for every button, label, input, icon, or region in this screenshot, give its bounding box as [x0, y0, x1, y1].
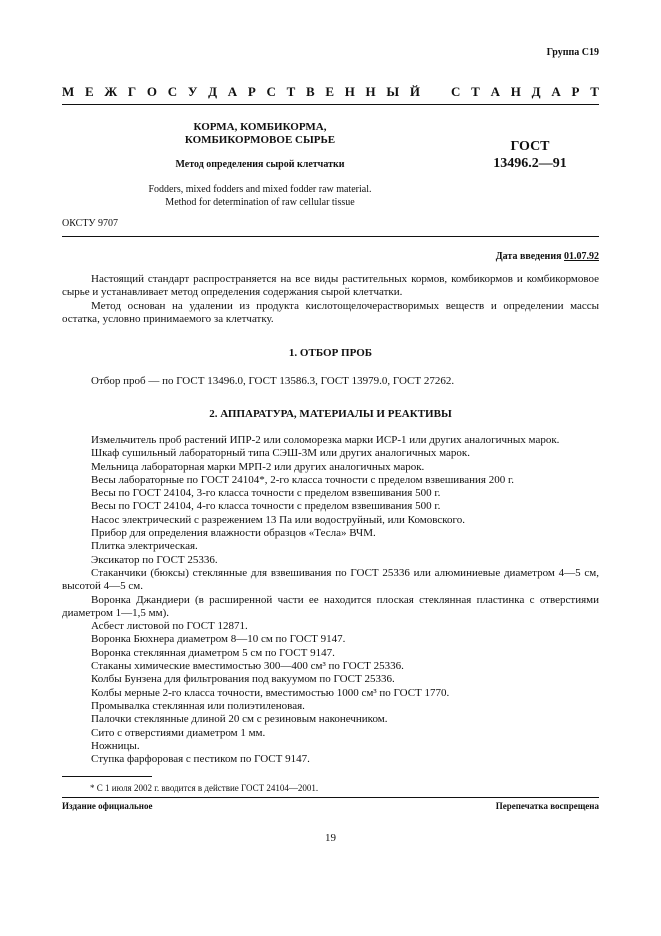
equipment-item: Шкаф сушильный лабораторный типа СЭШ-3М или других аналогичных марок. [91, 447, 470, 460]
equipment-item: Весы по ГОСТ 24104, 4-го класса точности с пределом взвешивания 500 г. [91, 500, 441, 513]
equipment-item: Стаканчики (бюксы) стеклянные для взвешивания по ГОСТ 25336 или алюминиевые диаметром 4—5 см, высотой 4—5 см. [62, 566, 599, 593]
okstu-code: ОКСТУ 9707 [62, 218, 119, 229]
equipment-item: Промывалка стеклянная или полиэтиленовая. [91, 699, 305, 712]
equipment-item: Колбы Бунзена для фильтрования под вакуумом по ГОСТ 25336. [91, 673, 395, 686]
effective-date-label: Дата введения [495, 251, 562, 262]
equipment-item: Насос электрический с разрежением 13 Па или водоструйный, или Комовского. [91, 513, 465, 526]
edition-label: Издание официальное [62, 801, 153, 811]
banner-word-interstate: М Е Ж Г О С У Д А Р С Т В Е Н Н Ы Й [62, 84, 420, 99]
footnote-separator [62, 776, 152, 777]
equipment-item: Весы по ГОСТ 24104, 3-го класса точности с пределом взвешивания 500 г. [91, 487, 441, 500]
equipment-item: Сито с отверстиями диаметром 1 мм. [91, 726, 266, 739]
equipment-item: Воронка Джандиери (в расширенной части ее находится плоская стеклянная пластинка с отверстиями диаметром 1—1,5 мм). [62, 593, 599, 619]
footer-rule [62, 797, 599, 798]
intro-paragraph-2: Метод основан на удалении из продукта кислотощелочерастворимых веществ и определении массы остатка, условно принимаемого за клетчатку. [62, 299, 599, 325]
method-title: Метод определения сырой клетчатки [175, 159, 345, 170]
english-title-line-1: Fodders, mixed fodders and mixed fodder raw material. [148, 184, 372, 195]
group-code: Группа С19 [546, 47, 599, 58]
page-number: 19 [325, 832, 336, 844]
gost-number: 13496.2—91 [493, 156, 567, 171]
gost-designation [470, 138, 590, 172]
equipment-item: Мельница лабораторная марки МРП-2 или других аналогичных марок. [91, 460, 425, 473]
equipment-item: Палочки стеклянные длиной 20 см с резиновым наконечником. [91, 713, 388, 726]
gost-label: ГОСТ [510, 139, 550, 154]
section-1-heading: 1. ОТБОР ПРОБ [288, 347, 373, 359]
title-line-2: КОМБИКОРМОВОЕ СЫРЬЕ [184, 134, 336, 146]
effective-date-value: 01.07.92 [564, 251, 599, 262]
intro-paragraph-1: Настоящий стандарт распространяется на все виды растительных кормов, комбикормов и комбикормовое сырье и устанавливает метод определения содержания сырой клетчатки. [62, 273, 599, 299]
section-2-heading: 2. АППАРАТУРА, МАТЕРИАЛЫ И РЕАКТИВЫ [209, 408, 452, 420]
footnote: * С 1 июля 2002 г. вводится в действие ГОСТ 24104—2001. [90, 783, 319, 793]
banner-word-standard: С Т А Н Д А Р Т [451, 84, 599, 99]
standard-banner [62, 84, 599, 100]
header-rule [62, 104, 599, 105]
equipment-item: Воронка Бюхнера диаметром 8—10 см по ГОСТ 9147. [91, 633, 346, 646]
equipment-item: Плитка электрическая. [91, 540, 198, 553]
equipment-item: Асбест листовой по ГОСТ 12871. [91, 620, 248, 633]
english-title [120, 183, 400, 209]
equipment-item: Воронка стеклянная диаметром 5 см по ГОСТ 9147. [91, 646, 335, 659]
equipment-item: Ножницы. [91, 739, 140, 752]
reprint-notice: Перепечатка воспрещена [495, 801, 599, 811]
equipment-item: Стаканы химические вместимостью 300—400 см³ по ГОСТ 25336. [91, 660, 404, 673]
equipment-item: Колбы мерные 2-го класса точности, вместимостью 1000 см³ по ГОСТ 1770. [91, 686, 450, 699]
title-rule [62, 236, 599, 237]
equipment-item: Эксикатор по ГОСТ 25336. [91, 553, 218, 566]
equipment-item: Ступка фарфоровая с пестиком по ГОСТ 9147. [91, 753, 310, 766]
equipment-item: Измельчитель проб растений ИПР-2 или соломорезка марки ИСР-1 или других аналогичных марок. [91, 434, 560, 446]
title-line-1: КОРМА, КОМБИКОРМА, [193, 121, 327, 133]
section-1-body [62, 375, 599, 388]
english-title-line-2: Method for determination of raw cellular tissue [165, 197, 355, 208]
equipment-item: Прибор для определения влажности образцов «Тесла» ВЧМ. [91, 527, 376, 540]
equipment-item: Весы лабораторные по ГОСТ 24104*, 2-го класса точности с пределом взвешивания 200 г. [91, 473, 514, 486]
effective-date [496, 251, 599, 262]
intro-text [62, 273, 599, 326]
equipment-list [62, 434, 599, 766]
document-title [140, 121, 380, 147]
section-1-text: Отбор проб — по ГОСТ 13496.0, ГОСТ 13586.3, ГОСТ 13979.0, ГОСТ 27262. [91, 375, 455, 387]
